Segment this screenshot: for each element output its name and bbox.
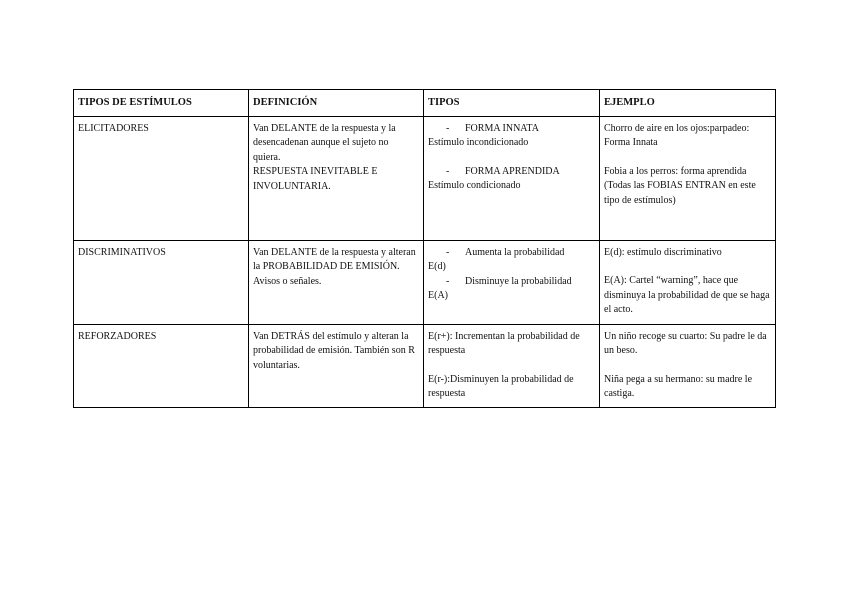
row-type-reforzadores: REFORZADORES — [74, 324, 249, 407]
tipos-subtext: Estímulo condicionado — [428, 180, 521, 191]
bullet-label: FORMA APRENDIDA — [465, 165, 560, 177]
definition-cell — [249, 240, 424, 324]
bullet-label: Aumenta la probabilidad — [465, 246, 565, 258]
dash-bullet-icon: - — [446, 275, 450, 287]
tipos-text: E(r-):Disminuyen la probabilidad de respuesta — [428, 373, 574, 399]
tipos-cell — [424, 116, 600, 240]
bullet-item — [428, 246, 594, 261]
example-text: E(A): Cartel “warning”, hace que disminuya la probabilidad de que se haga el acto. — [604, 275, 770, 315]
dash-bullet-icon: - — [446, 165, 450, 177]
header-tipos: TIPOS — [424, 90, 600, 117]
header-definicion: DEFINICIÓN — [249, 90, 424, 117]
dash-bullet-icon: - — [446, 122, 450, 134]
bullet-label: Disminuye la probabilidad — [465, 275, 572, 287]
row-type-elicitadores: ELICITADORES — [74, 116, 249, 240]
header-ejemplo: EJEMPLO — [600, 90, 776, 117]
example-cell — [600, 324, 776, 407]
tipos-subtext: E(d) — [428, 261, 446, 272]
bullet-item — [428, 275, 594, 290]
definition-text: Van DELANTE de la respuesta y alteran la PROBABILIDAD DE EMISIÓN. Avisos o señales. — [253, 246, 416, 287]
bullet-item — [428, 165, 594, 180]
example-text: Fobia a los perros: forma aprendida (Todas las FOBIAS ENTRAN en este tipo de estímulos) — [604, 165, 756, 206]
bullet-label: FORMA INNATA — [465, 122, 539, 134]
definition-cell — [249, 116, 424, 240]
table-row — [74, 324, 776, 407]
definition-text: RESPUESTA INEVITABLE E INVOLUNTARIA. — [253, 166, 378, 192]
example-text: Niña pega a su hermano: su madre le castiga. — [604, 373, 753, 399]
bullet-item — [428, 122, 594, 137]
example-cell — [600, 240, 776, 324]
tipos-subtext: E(A) — [428, 290, 448, 301]
tipos-cell — [424, 240, 600, 324]
definition-cell — [249, 324, 424, 407]
example-text: Chorro de aire en los ojos:parpadeo: Forma Innata — [604, 122, 750, 148]
stimulus-types-table — [73, 89, 776, 408]
table-header-row — [74, 90, 776, 117]
example-text: Un niño recoge su cuarto: Su padre le da un beso. — [604, 330, 767, 356]
dash-bullet-icon: - — [446, 246, 450, 258]
definition-text: Van DETRÁS del estímulo y alteran la probabilidad de emisión. También son R voluntarias. — [253, 330, 415, 371]
table-row — [74, 240, 776, 324]
tipos-cell — [424, 324, 600, 407]
example-cell — [600, 116, 776, 240]
example-text: E(d): estímulo discriminativo — [604, 246, 722, 258]
tipos-text: E(r+): Incrementan la probabilidad de respuesta — [428, 330, 580, 356]
tipos-subtext: Estímulo incondicionado — [428, 137, 529, 148]
table-row — [74, 116, 776, 240]
row-type-discriminativos: DISCRIMINATIVOS — [74, 240, 249, 324]
definition-text: Van DELANTE de la respuesta y la desencadenan aunque el sujeto no quiera. — [253, 122, 396, 163]
header-tipos-de-estimulos: TIPOS DE ESTÍMULOS — [74, 90, 249, 117]
